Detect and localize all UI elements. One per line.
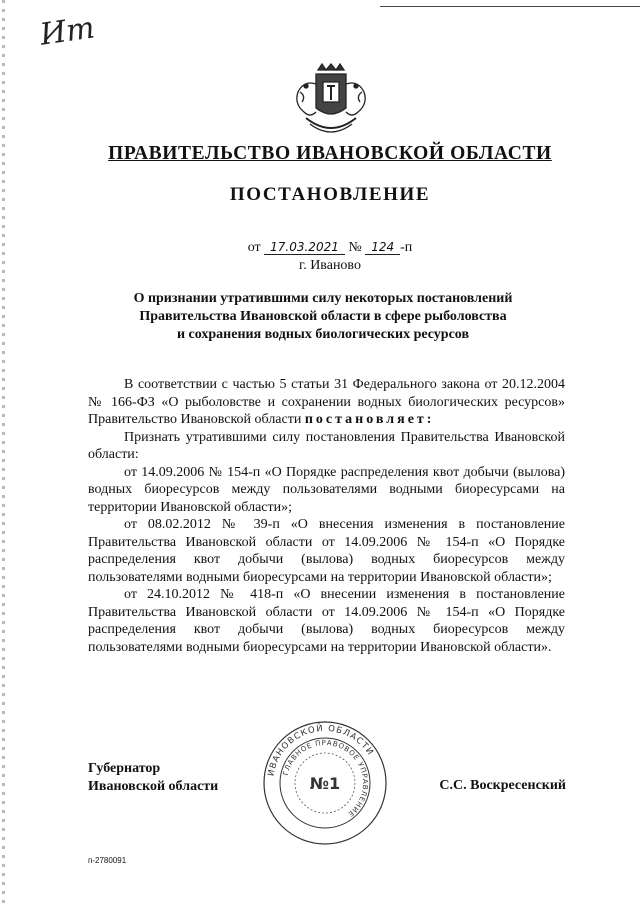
document-type: ПОСТАНОВЛЕНИЕ	[229, 184, 431, 205]
number-suffix: -п	[400, 240, 413, 255]
document-number: 124	[365, 240, 400, 255]
scan-edge-marks	[2, 0, 5, 905]
list-item: от 24.10.2012 № 418-п «О внесении изменения в постановление Правительства Ивановской области от 14.09.2006 № 154-п «О Порядке распределения квот добычи (вылова) водных биоресурсов между пользователями водными биоресурсами на территории Ивановской области».	[88, 587, 565, 655]
intro-paragraph	[88, 376, 565, 429]
official-stamp	[262, 720, 388, 846]
document-body	[88, 376, 565, 656]
heading-line: О признании утратившими силу некоторых постановлений	[133, 291, 513, 306]
document-date: 17.03.2021	[264, 240, 345, 255]
list-item: от 08.02.2012 № 39-п «О внесения изменения в постановление Правительства Ивановской области от 14.09.2006 № 154-п «О Порядке распределения квот добычи (вылова) водных биоресурсов между пользователями водными биоресурсами на территории Ивановской области»;	[88, 517, 565, 585]
coat-of-arms-icon	[290, 62, 372, 142]
stamp-inner-text: ГЛАВНОЕ ПРАВОВОЕ УПРАВЛЕНИЕ	[281, 738, 370, 819]
recognize-paragraph: Признать утратившими силу постановления Правительства Ивановской области:	[88, 429, 565, 462]
position-line: Губернатор	[88, 761, 161, 776]
document-heading	[88, 290, 558, 344]
decree-word: постановляет:	[304, 412, 435, 427]
government-title: ПРАВИТЕЛЬСТВО ИВАНОВСКОЙ ОБЛАСТИ	[108, 143, 552, 164]
date-number-line	[60, 240, 600, 256]
heading-line: и сохранения водных биологических ресурсов	[176, 327, 470, 342]
intro-text: В соответствии с частью 5 статьи 31 Федерального закона от 20.12.2004 № 166-ФЗ «О рыболовстве и сохранении водных биологических ресурсов» Правительство Ивановской области	[88, 377, 565, 427]
footer-code: п-2780091	[88, 856, 127, 865]
list-item: от 14.09.2006 № 154-п «О Порядке распределения квот добычи (вылова) водных биоресурсов между пользователями водными биоресурсами на территории Ивановской области»;	[88, 464, 565, 515]
signatory-name: С.С. Воскресенский	[439, 778, 566, 793]
signatory-position	[88, 760, 218, 796]
stamp-number: №1	[309, 774, 341, 793]
stamp-outer-text: ИВАНОВСКОЙ ОБЛАСТИ	[266, 723, 376, 778]
scan-top-line	[380, 6, 640, 7]
position-line: Ивановской области	[88, 779, 219, 794]
date-prefix: от	[247, 240, 261, 255]
handwritten-mark: Ит	[37, 10, 97, 53]
city: г. Иваново	[299, 258, 361, 273]
heading-line: Правительства Ивановской области в сфере рыболовства	[139, 309, 507, 324]
number-sign: №	[348, 240, 362, 255]
